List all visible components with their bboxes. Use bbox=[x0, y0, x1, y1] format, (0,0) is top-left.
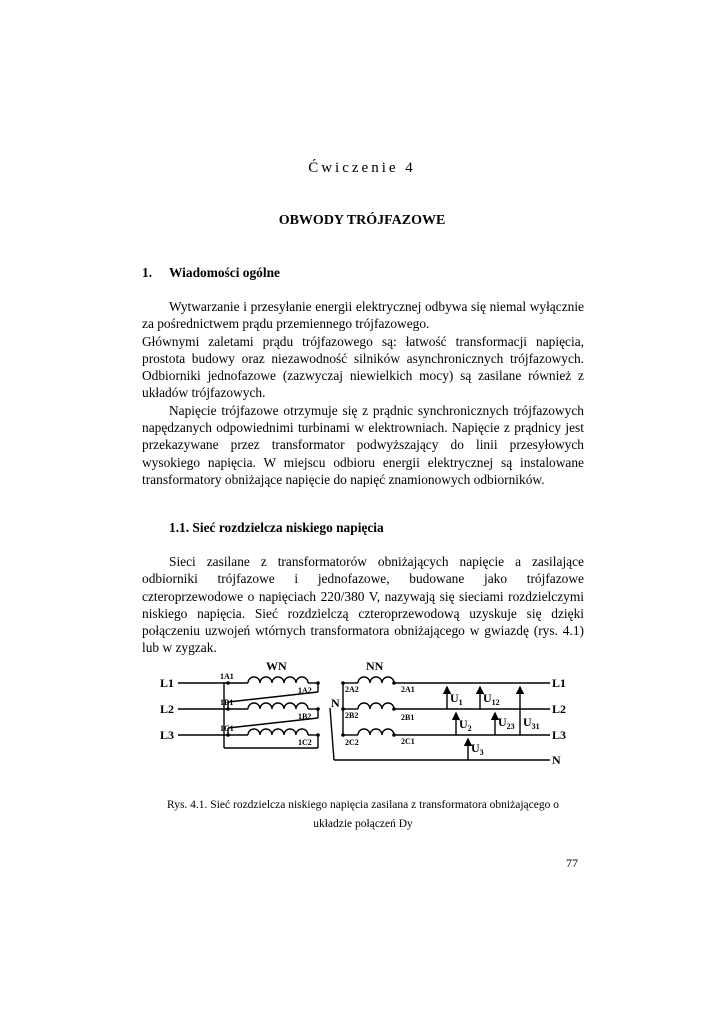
voltage-u2: $U_2$ bbox=[459, 717, 472, 733]
paragraph: Napięcie trójfazowe otrzymuje się z prądnic synchronicznych trójfazowych napędzanych odpowiednimi turbinami w elektrowniach. Napięcie z prądnicy jest przekazywane przez transformator podwyższający do linii przesyłowych wysokiego napięcia. W miejscu odbioru energii elektrycznej są instalowane transformatory obniżające napięcie do napięć znamionowych odbiorników. bbox=[142, 402, 584, 487]
terminal-1b1: 1B1 bbox=[220, 698, 234, 707]
circuit-figure bbox=[150, 656, 580, 776]
line-label-n-right: N bbox=[552, 753, 561, 767]
wn-label: WN bbox=[266, 659, 287, 673]
terminal-2b2: 2B2 bbox=[345, 711, 359, 720]
section-1-body bbox=[142, 298, 584, 488]
voltage-u31: $U_{31}$ bbox=[523, 715, 540, 731]
neutral-label: N bbox=[331, 696, 340, 710]
terminal-2b1: 2B1 bbox=[401, 713, 415, 722]
terminal-1a2: 1A2 bbox=[298, 686, 312, 695]
circuit-diagram bbox=[150, 656, 580, 776]
page-number: 77 bbox=[566, 856, 578, 870]
terminal-2c2: 2C2 bbox=[345, 738, 359, 747]
primary-winding-c bbox=[248, 729, 308, 735]
nn-label: NN bbox=[366, 659, 384, 673]
secondary-winding-c bbox=[358, 729, 394, 735]
section-title: Wiadomości ogólne bbox=[169, 265, 280, 280]
subsection-heading: 1.1. Sieć rozdzielcza niskiego napięcia bbox=[169, 520, 384, 535]
caption-line-1: Rys. 4.1. Sieć rozdzielcza niskiego napięcia zasilana z transformatora obniżającego o bbox=[167, 799, 559, 811]
secondary-winding-a bbox=[358, 677, 394, 683]
primary-winding-a bbox=[248, 677, 308, 683]
paragraph: Sieci zasilane z transformatorów obniżających napięcie a zasilające odbiorniki trójfazowe i jednofazowe, budowane jako trójfazowe czteroprzewodowe o napięciach 220/380 V, nazywają się sieciami rozdzielczymi niskiego napięcia. Sieć rozdzielczą czteroprzewodową uzyskuje się dzięki połączeniu uzwojeń wtórnych transformatora obniżającego w gwiazdę (rys. 4.1) lub w zygzak. bbox=[142, 554, 584, 656]
secondary-winding-b bbox=[358, 703, 394, 709]
paragraph: Głównymi zaletami prądu trójfazowego są: łatwość transformacji napięcia, prostota budowy oraz niezawodność silników asynchronicznych trójfazowych. Odbiorniki jednofazowe (zazwyczaj niewielkich mocy) są zasilane również z układów trójfazowych. bbox=[142, 333, 584, 401]
line-label-l2-left: L2 bbox=[160, 702, 175, 716]
chapter-heading: Ćwiczenie 4 bbox=[308, 160, 416, 176]
terminal-2a1: 2A1 bbox=[401, 685, 415, 694]
terminal-1c1: 1C1 bbox=[220, 724, 234, 733]
line-label-l1-right: L1 bbox=[552, 676, 567, 690]
subsection-body bbox=[142, 553, 584, 657]
terminal-1b2: 1B2 bbox=[298, 712, 312, 721]
caption-line-2: układzie połączeń Dy bbox=[313, 818, 413, 830]
voltage-u12: $U_{12}$ bbox=[483, 691, 500, 707]
line-label-l1-left: L1 bbox=[160, 676, 175, 690]
figure-caption bbox=[142, 796, 584, 834]
paragraph: Wytwarzanie i przesyłanie energii elektrycznej odbywa się niemal wyłącznie za pośrednictwem prądu przemiennego trójfazowego. bbox=[142, 299, 584, 332]
chapter-title: OBWODY TRÓJFAZOWE bbox=[278, 213, 446, 228]
line-label-l2-right: L2 bbox=[552, 702, 567, 716]
terminal-1c2: 1C2 bbox=[298, 738, 312, 747]
voltage-u3: $U_3$ bbox=[471, 741, 484, 757]
voltage-u23: $U_{23}$ bbox=[498, 715, 515, 731]
primary-winding-b bbox=[248, 703, 308, 709]
terminal-2a2: 2A2 bbox=[345, 685, 359, 694]
voltage-u1: $U_1$ bbox=[450, 691, 463, 707]
line-label-l3-left: L3 bbox=[160, 728, 175, 742]
terminal-2c1: 2C1 bbox=[401, 737, 415, 746]
section-number: 1. bbox=[142, 265, 153, 280]
section-heading-1 bbox=[142, 265, 280, 281]
terminal-1a1: 1A1 bbox=[220, 672, 234, 681]
line-label-l3-right: L3 bbox=[552, 728, 567, 742]
